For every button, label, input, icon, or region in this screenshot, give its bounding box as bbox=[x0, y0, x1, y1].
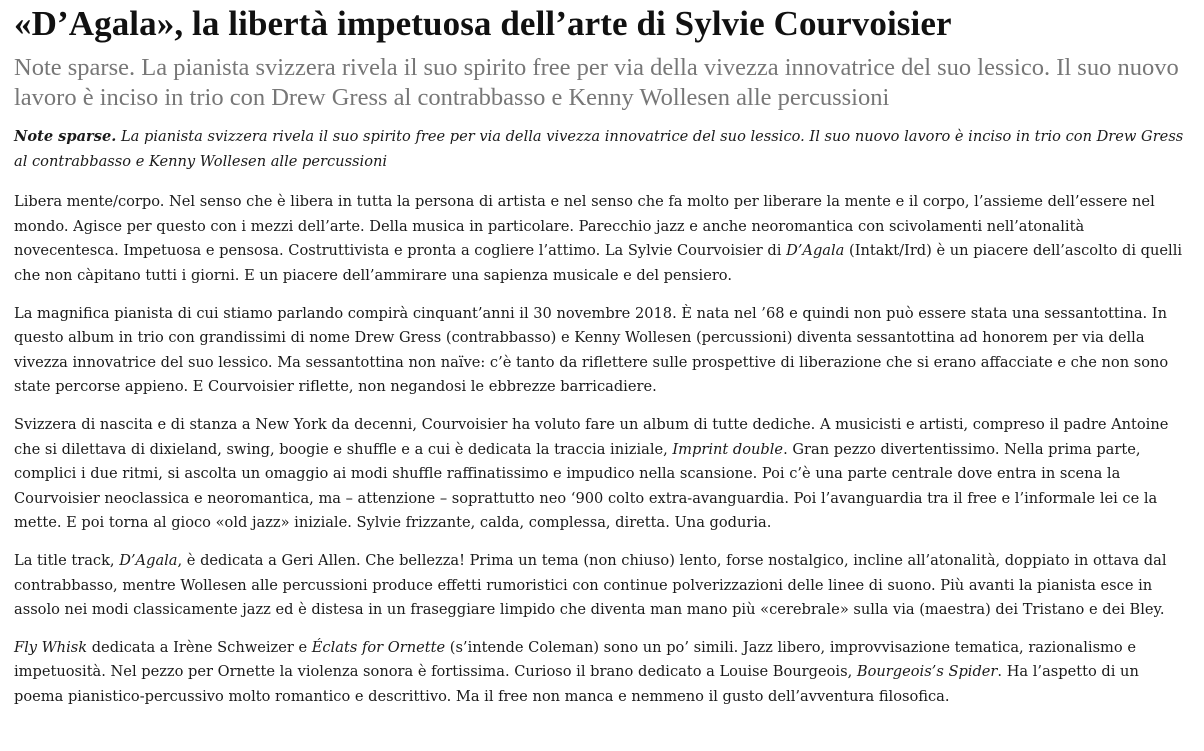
italic-title: Éclats for Ornette bbox=[311, 638, 446, 656]
summary-paragraph bbox=[14, 125, 1186, 174]
paragraph-text: . Gran pezzo divertentissimo. Nella prima parte, complici i due ritmi, si ascolta un omaggio ai modi shuffle raffinatissimo e impudico nella scansione. Poi c’è una parte centrale dove entra in scena la Courvoisier neoclassica e neoromantica, ma – attenzione – soprattutto neo ‘900 colto extra-avanguardia. Poi l’avanguardia tra il free e l’informale lei ce la mette. E poi torna al gioco «old jazz» iniziale. Sylvie frizzante, calda, complessa, diretta. Una goduria. bbox=[14, 440, 1158, 532]
headline: «D’Agala», la libertà impetuosa dell’arte di Sylvie Courvoisier bbox=[14, 4, 952, 43]
italic-title: D’Agala bbox=[119, 551, 178, 569]
paragraph-text: (Intakt/Ird) è un piacere dell’ascolto di quelli che non càpitano tutti i giorni. E un piacere dell’ammirare una sapienza musicale e del pensiero. bbox=[14, 242, 1183, 284]
subtitle: Note sparse. La pianista svizzera rivela il suo spirito free per via della vivezza innovatrice del suo lessico. Il suo nuovo lavoro è inciso in trio con Drew Gress al contrabbasso e Kenny Wollesen alle percussioni bbox=[14, 54, 1179, 111]
paragraph-text: (s’intende Coleman) sono un po’ simili. Jazz libero, improvvisazione tematica, razionalismo e impetuosità. Nel pezzo per Ornette la violenza sonora è fortissima. Curioso il brano dedicato a Louise Bourgeois, bbox=[14, 638, 1136, 681]
body-paragraph bbox=[14, 549, 1186, 623]
paragraph-text: , è dedicata a Geri Allen. Che bellezza! Prima un tema (non chiuso) lento, forse nostalgico, incline all’atonalità, doppiato in ottava dal contrabbasso, mentre Wollesen alle percussioni produce effetti rumoristici con continue polverizzazioni delle linee di suono. Più avanti la pianista esce in assolo nei modi classicamente jazz ed è distesa in un fraseggiare limpido che diventa man mano più «cerebrale» sulla via (maestra) dei Tristano e dei Bley. bbox=[14, 551, 1167, 619]
paragraph-text: Svizzera di nascita e di stanza a New York da decenni, Courvoisier ha voluto fare un album di tutte dediche. A musicisti e artisti, compreso il padre Antoine che si dilettava di dixieland, swing, boogie e shuffle e a cui è dedicata la traccia iniziale, bbox=[14, 415, 1169, 458]
summary-lead: Note sparse. bbox=[14, 128, 117, 145]
paragraph-text: La title track, bbox=[14, 551, 120, 569]
italic-title: D’Agala bbox=[786, 242, 845, 260]
body-paragraph bbox=[14, 636, 1186, 710]
italic-title: Bourgeois’s Spider bbox=[856, 663, 998, 681]
italic-title: Imprint double bbox=[672, 440, 784, 458]
paragraph-text: La magnifica pianista di cui stiamo parlando compirà cinquant’anni il 30 novembre 2018. È nata nel ’68 e quindi non può essere stata una sessantottina. In questo album in trio con grandissimi di nome Drew Gress (contrabbasso) e Kenny Wollesen (percussioni) diventa sessantottina ad honorem per via della vivezza innovatrice del suo lessico. Ma sessantottina non naïve: c’è tanto da riflettere sulle prospettive di liberazione che si erano affacciate e che non sono state percorse appieno. E Courvoisier riflette, non negandosi le ebbrezze barricadiere. bbox=[14, 304, 1169, 396]
article-body bbox=[14, 190, 1194, 709]
body-paragraph bbox=[14, 190, 1186, 288]
paragraph-text: Libera mente/corpo. Nel senso che è libera in tutta la persona di artista e nel senso che fa molto per liberare la mente e il corpo, l’assieme dell’essere nel mondo. Agisce per questo con i mezzi dell’arte. Della musica in particolare. Parecchio jazz e anche neoromantica con scivolamenti nell’atonalità novecentesca. Impetuosa e pensosa. Costruttivista e pronta a cogliere l’attimo. La Sylvie Courvoisier di bbox=[14, 193, 1155, 260]
body-paragraph bbox=[14, 302, 1186, 400]
summary-text: La pianista svizzera rivela il suo spirito free per via della vivezza innovatrice del suo lessico. Il suo nuovo lavoro è inciso in trio con Drew Gress al contrabbasso e Kenny Wollesen alle percussioni bbox=[14, 128, 1184, 170]
paragraph-text: . Ha l’aspetto di un poema pianistico-percussivo molto romantico e descrittivo. Ma il free non manca e nemmeno il gusto dell’avventura filosofica. bbox=[14, 663, 1139, 705]
paragraph-text: dedicata a Irène Schweizer e bbox=[87, 638, 312, 656]
body-paragraph bbox=[14, 413, 1186, 536]
italic-title: Fly Whisk bbox=[14, 638, 88, 656]
